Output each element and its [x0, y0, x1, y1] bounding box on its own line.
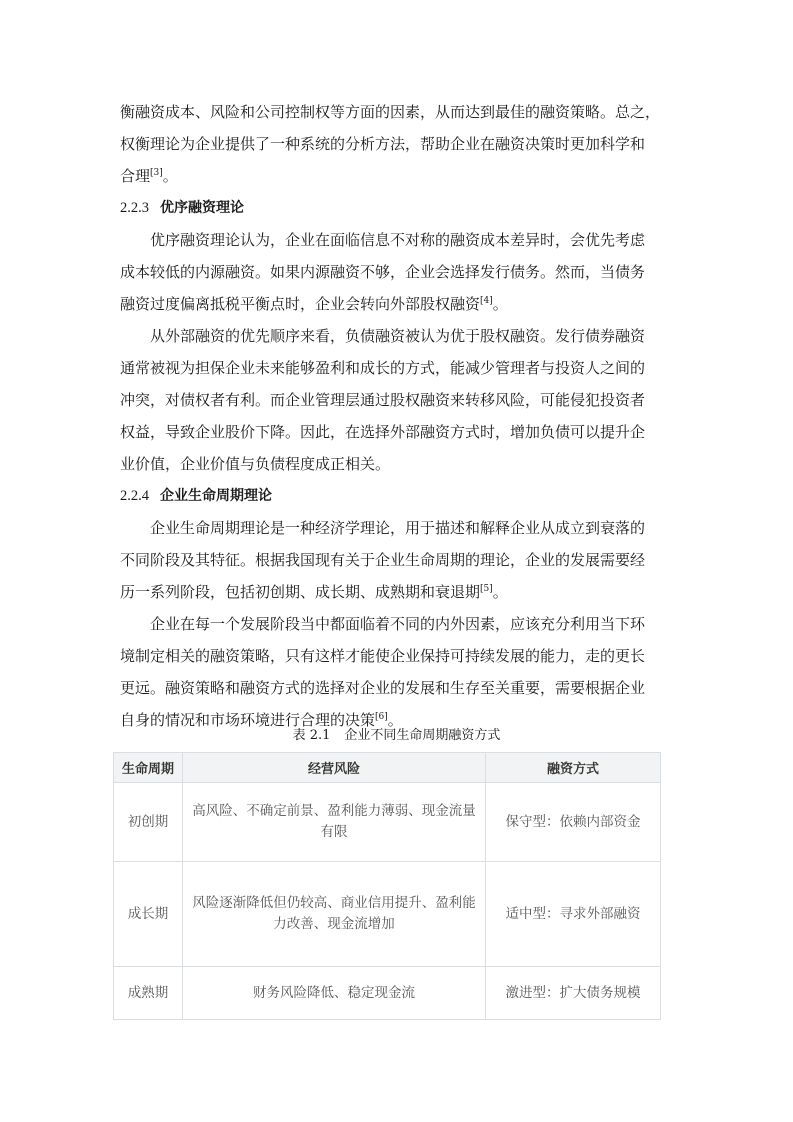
header-cell-financing: 融资方式	[486, 753, 661, 783]
paragraph-line: 更远。融资策略和融资方式的选择对企业的发展和生存至关重要，需要根据企业	[120, 679, 646, 697]
table-row	[114, 862, 661, 967]
table-caption	[0, 726, 793, 746]
section-title: 优序融资理论	[160, 200, 244, 216]
paragraph-end: 。	[492, 295, 508, 313]
section-heading	[120, 480, 675, 512]
paragraph-line: 境制定相关的融资策略，只有这样才能使企业保持可持续发展的能力，走的更长	[120, 647, 646, 665]
citation-ref[interactable]: [3]	[150, 168, 163, 178]
paragraph-line	[120, 288, 675, 320]
table-row	[114, 783, 661, 862]
paragraph-line: 优序融资理论认为，企业在面临信息不对称的融资成本差异时，会优先考虑	[150, 231, 646, 249]
paragraph-line: 成本较低的内源融资。如果内源融资不够，企业会选择发行债务。然而，当债务	[120, 263, 646, 281]
table-cell: 成长期	[114, 862, 183, 967]
paragraph-end: 。	[492, 583, 508, 601]
table-caption-title: 企业不同生命周期融资方式	[344, 728, 501, 743]
paragraph-text: 融资过度偏离抵税平衡点时，企业会转向外部股权融资	[120, 295, 481, 313]
financing-table	[113, 752, 661, 1020]
section-title: 企业生命周期理论	[160, 488, 272, 504]
table-cell: 激进型：扩大债务规模	[486, 967, 661, 1020]
paragraph-line: 从外部融资的优先顺序来看，负债融资被认为优于股权融资。发行债券融资	[150, 327, 646, 345]
paragraph-text: 自身的情况和市场环境进行合理的决策	[120, 711, 376, 729]
paragraph-end: 。	[387, 711, 403, 729]
paragraph-end: 。	[162, 167, 178, 185]
paragraph-line: 企业在每一个发展阶段当中都面临着不同的内外因素，应该充分利用当下环	[150, 615, 646, 633]
table-caption-number: 表 2.1	[292, 728, 331, 743]
citation-ref[interactable]: [4]	[480, 296, 493, 306]
paragraph-line: 通常被视为担保企业未来能够盈利和成长的方式，能减少管理者与投资人之间的	[120, 359, 646, 377]
paragraph-line: 衡融资成本、风险和公司控制权等方面的因素，从而达到最佳的融资策略。总之，	[120, 103, 661, 121]
header-cell-risk: 经营风险	[183, 753, 486, 783]
citation-ref[interactable]: [5]	[480, 584, 493, 594]
paragraph-line	[120, 160, 675, 192]
paragraph-line: 权益，导致企业股价下降。因此，在选择外部融资方式时，增加负债可以提升企	[120, 423, 646, 441]
table-cell: 风险逐渐降低但仍较高、商业信用提升、盈利能力改善、现金流增加	[183, 862, 486, 967]
table-header-row	[114, 753, 661, 783]
paragraph-text: 历一系列阶段，包括初创期、成长期、成熟期和衰退期	[120, 583, 481, 601]
paragraph-line: 不同阶段及其特征。根据我国现有关于企业生命周期的理论，企业的发展需要经	[120, 551, 646, 569]
table-cell: 财务风险降低、稳定现金流	[183, 967, 486, 1020]
table-cell: 适中型：寻求外部融资	[486, 862, 661, 967]
section-number: 2.2.4	[120, 488, 149, 504]
header-cell-lifecycle: 生命周期	[114, 753, 183, 783]
paragraph-line: 权衡理论为企业提供了一种系统的分析方法，帮助企业在融资决策时更加科学和	[120, 135, 646, 153]
paragraph-line: 企业生命周期理论是一种经济学理论，用于描述和解释企业从成立到衰落的	[150, 519, 646, 537]
table-cell: 成熟期	[114, 967, 183, 1020]
document-body	[120, 96, 675, 736]
paragraph-line: 冲突，对债权者有利。而企业管理层通过股权融资来转移风险，可能侵犯投资者	[120, 391, 646, 409]
section-number: 2.2.3	[120, 200, 149, 216]
citation-ref[interactable]: [6]	[375, 712, 388, 722]
table-cell: 初创期	[114, 783, 183, 862]
table-cell: 高风险、不确定前景、盈利能力薄弱、现金流量有限	[183, 783, 486, 862]
table-row	[114, 967, 661, 1020]
paragraph-line: 业价值，企业价值与负债程度成正相关。	[120, 455, 391, 473]
paragraph-text: 合理	[120, 167, 151, 185]
section-heading	[120, 192, 675, 224]
paragraph-line	[120, 576, 675, 608]
table-cell: 保守型：依赖内部资金	[486, 783, 661, 862]
